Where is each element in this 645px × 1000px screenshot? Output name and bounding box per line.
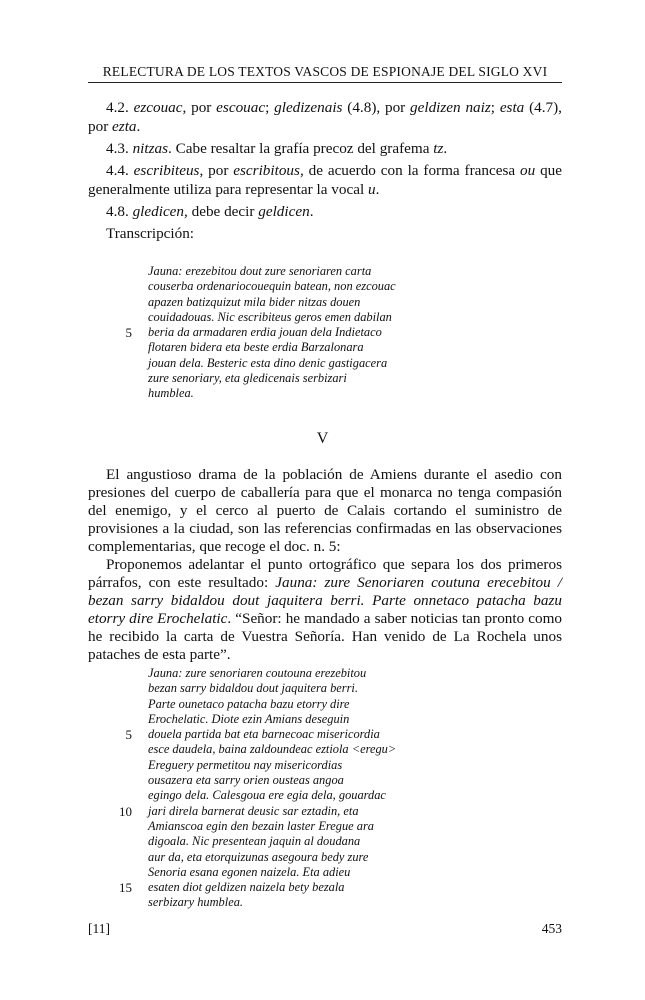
note-number: 4.3. (106, 140, 129, 157)
paragraph-1: El angustioso drama de la población de Amiens durante el asedio con presiones del cuerpo de caballería para que el monarca no tenga compasión del enemigo, y el cerco al puerto de Calais cortando el suministro de provisiones a la ciudad, son las referencias confirmadas en las observaciones complementarias, que recoge el doc. n. 5: (88, 466, 562, 555)
section-numeral: V (316, 430, 329, 447)
verse-text: flotaren bidera eta beste erdia Barzalonara (148, 340, 364, 355)
note-4-3: 4.3. nitzas. Cabe resaltar la grafía precoz del grafema tz. (106, 140, 448, 157)
verse-text: esaten diot geldizen naizela bety bezala (148, 880, 345, 895)
verse-line (148, 773, 448, 788)
verse-text: apazen batizquizut mila bider nitzas douen (148, 294, 361, 309)
verse-text: Senoria esana egonen naizela. Eta adieu (148, 864, 351, 879)
verse-line (148, 895, 448, 910)
line-number: 15 (119, 880, 132, 896)
verse-text: bezan sarry bidaldou dout jaquitera berri. (148, 681, 358, 696)
verse-line (148, 865, 448, 880)
verse-line (148, 295, 448, 310)
verse-line (148, 742, 448, 757)
verse-text: Jauna: erezebitou dout zure senoriaren carta (148, 264, 372, 278)
transcription-2 (119, 666, 448, 911)
note-4-2: 4.2. ezcouac, por escouac; gledizenais (4.8), por geldizen naiz; esta (4.7), por ezta. (88, 99, 562, 135)
page-reference: [11] (88, 921, 110, 936)
note-4-3-block (88, 139, 562, 158)
line-number: 10 (119, 803, 132, 819)
verse-line (148, 386, 448, 401)
verse-line (148, 340, 448, 355)
verse-text: digoala. Nic presentean jaquin al doudana (148, 834, 361, 849)
transcription-1 (125, 264, 448, 402)
verse-line (148, 356, 448, 371)
page-number: 453 (541, 921, 562, 936)
verse-line (148, 264, 448, 279)
verse-line (148, 712, 448, 727)
paragraph-2: Proponemos adelantar el punto ortográfico que separa los dos primeros párrafos, con este resultado: Jauna: zure Senoriaren coutuna erecebitou / bezan sarry bidaldou dout jaquitera berri. Parte onnetaco patacha bazu etorry dire Erochelatic. “Señor: he mandado a saber noticias tan pronto como he recibido la carta de Vuestra Señoría. Han venido de La Rochela unos pataches de esta parte”. (88, 556, 562, 663)
verse-text: zure senoriary, eta gledicenais serbizari (148, 371, 347, 386)
verse-text: Amianscoa egin den bezain laster Eregue ara (148, 818, 374, 833)
note-4-4: 4.4. escribiteus, por escribitous, de acuerdo con la forma francesa ou que generalmente utiliza para representar la vocal u. (88, 162, 563, 198)
verse-text: humblea. (148, 386, 194, 401)
verse-line (125, 727, 448, 743)
verse-line (148, 681, 448, 696)
verse-text: couserba ordenariocouequin batean, non ezcouac (148, 279, 396, 294)
verse-line (148, 834, 448, 849)
note-number: 4.2. (106, 99, 129, 116)
verse-text: jouan dela. Besteric esta dino denic gastigacera (148, 355, 388, 370)
note-4-4-block (88, 161, 562, 199)
header-rule (88, 82, 562, 83)
note-4-8-block (88, 202, 562, 221)
transcription-label: Transcripción: (106, 225, 195, 242)
verse-text: couidadouas. Nic escribiteus geros emen dabilan (148, 309, 392, 324)
section-v-text (88, 466, 562, 664)
note-number: 4.4. (106, 162, 129, 179)
verse-line (148, 371, 448, 386)
verse-line (148, 666, 448, 681)
verse-line (148, 310, 448, 325)
verse-text: esce daudela, baina zaldoundeac eztiola <eregu> (148, 742, 397, 757)
line-number: 5 (125, 325, 132, 341)
verse-line (125, 325, 448, 341)
verse-line (148, 758, 448, 773)
line-number: 5 (125, 727, 132, 743)
verse-text: beria da armadaren erdia jouan dela Indietaco (148, 325, 382, 340)
running-head: RELECTURA DE LOS TEXTOS VASCOS DE ESPIONAJE DEL SIGLO XVI (102, 64, 548, 79)
verse-text: Parte ounetaco patacha bazu etorry dire (148, 696, 350, 711)
verse-text: aur da, eta etorquizunas asegoura bedy zure (148, 849, 369, 864)
note-number: 4.8. (106, 203, 129, 220)
verse-text: douela partida bat eta barnecoac misericordia (148, 727, 380, 742)
verse-text: serbizary humblea. (148, 895, 243, 910)
verse-text: ousazera eta sarry orien ousteas angoa (148, 773, 344, 788)
notes-block (88, 98, 562, 136)
verse-line (119, 880, 448, 896)
verse-text: Jauna: zure senoriaren coutouna erezebitou (148, 666, 367, 680)
verse-line (148, 697, 448, 712)
verse-text: Ereguery permetitou nay misericordias (148, 757, 343, 772)
verse-line (148, 788, 448, 803)
verse-text: Erochelatic. Diote ezin Amians deseguin (148, 711, 350, 726)
verse-line (119, 803, 448, 819)
verse-text: jari direla barnerat deusic sar eztadin, eta (148, 803, 359, 818)
note-4-8: 4.8. gledicen, debe decir geldicen. (106, 203, 314, 220)
verse-text: egingo dela. Calesgoua ere egia dela, gouardac (148, 788, 386, 803)
transcription-label-block (88, 224, 562, 243)
verse-line (148, 819, 448, 834)
verse-line (148, 279, 448, 294)
verse-line (148, 850, 448, 865)
